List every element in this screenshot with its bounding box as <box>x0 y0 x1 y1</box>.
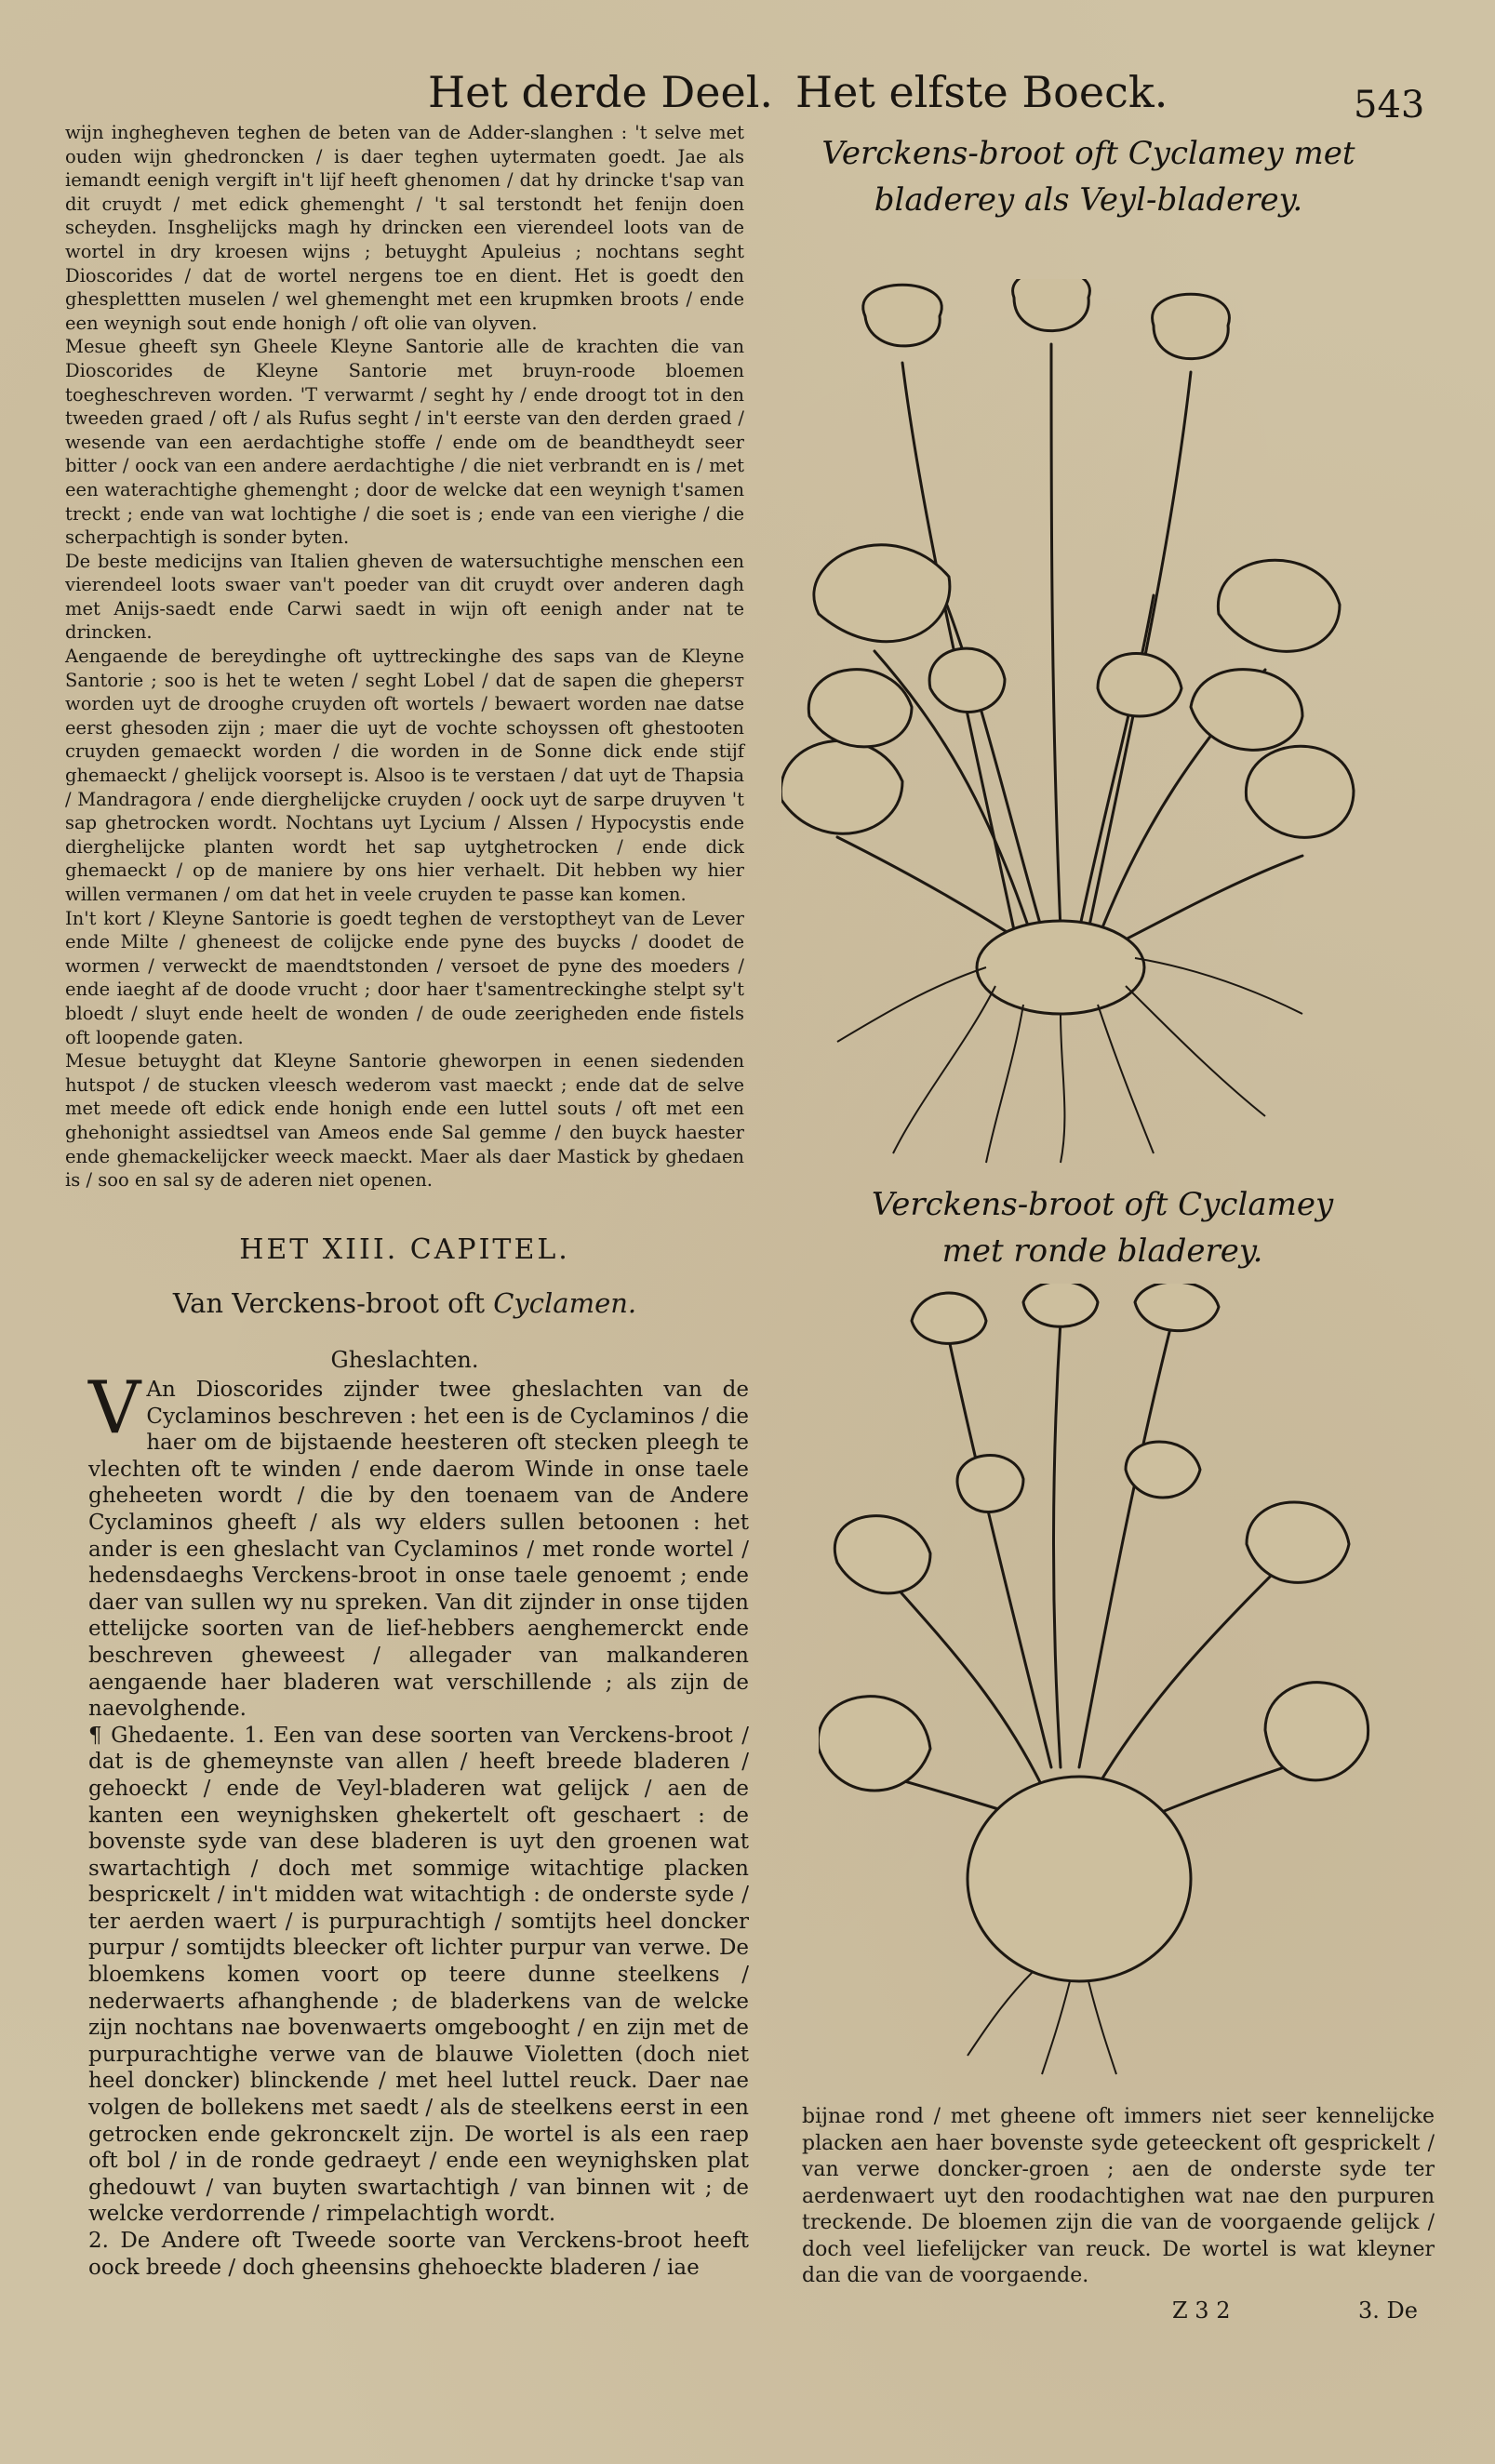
figure-caption-2: Verckens-broot oft Cyclamey met ronde bladerey. <box>871 1186 1334 1270</box>
paragraph: bijnae rond / met gheene oft immers niet seer kennelijcke placken aen haer bovenste syde geteeckent oft gesprickelt / van verwe doncker-groen ; aen de onderste syde ter aerdenwaert uyt den roodachtighen wat nae den purpuren treckende. De bloemen zijn die van de voorgaende gelijck / doch veel liefelijcker van reuck. De wortel is wat kleyner dan die van de voorgaende. <box>802 2105 1435 2287</box>
chapter-body <box>88 1366 749 2281</box>
chapter-title: HET XIII. CAPITEL. <box>239 1233 570 1266</box>
left-column-text <box>65 121 744 1192</box>
running-head-right: Het elfste Boeck. <box>795 67 1168 117</box>
paragraph: Mesue betuyght dat Kleyne Santorie gheworpen in eenen siedenden hutspot / de stucken vleesch wederom vast maeckt ; ende dat de selve met meede oft edick ende honigh ende een luttel souts / oft met een ghehonight assiedtsel van Ameos ende Sal gemme / den buyck haester ende ghemackelijcker weeck maeckt. Maer als daer Mastick by ghedaen is / soo en sal sy de aderen niet openen. <box>65 1050 744 1192</box>
signature-mark: Z 3 2 <box>1172 2298 1231 2324</box>
paragraph: 2. De Andere oft Tweede soorte van Verckens-broot heeft oock breede / doch gheensins ghehoeckte bladeren / iae <box>88 2229 749 2280</box>
paragraph: In't kort / Kleyne Santorie is goedt teghen de verstoptheyt van de Lever ende Milte / gheneest de colijcke ende pyne des buycks / doodet de wormen / verweckt de maendtstonden / versoet de pyne des moeders / ende iaeght af de doode vrucht ; door haer t'samentreckinghe stelpt sy't bloedt / sluyt ende heelt de wonden / de oude zeerigheden ende fistels oft loopende gaten. <box>65 907 744 1048</box>
paragraph: De beste medicijns van Italien gheven de watersuchtighe menschen een vierendeel loots swaer van't poeder van dit cruydt over anderen dagh met Anijs-saedt ende Carwi saedt in wijn oft eenigh ander nat te drincken. <box>65 550 744 644</box>
paragraph: Aengaende de bereydinghe oft uyttreckinghe des saps van de Kleyne Santorie ; soo is het te weten / seght Lobel / dat de sapen die ghepersт worden uyt de drooghe cruyden oft wortels / bewaert worden nae datse eerst ghesoden zijn ; maer die uyt de vochte schoyssen oft ghestooten cruyden gemaeckt worden / die worden in de Sonne dick ende stijf ghemaeckt / ghelijck voorsept is. Alsoo is te verstaen / dat uyt de Thapsia / Mandragora / ende dierghelijcke cruyden / oock uyt de sarpe druyven 't sap ghetrocken wordt. Nochtans uyt Lycium / Alssen / Hypocystis ende dierghelijcke planten wordt het sap uytghetrocken / ende dick ghemaeckt / op de maniere by ons hier verhaelt. Dit hebben wy hier willen vermanen / om dat het in veele cruyden te passe kan komen. <box>65 646 744 905</box>
drop-capital: V <box>88 1366 141 1450</box>
paragraph-text: An Dioscorides zijnder twee gheslachten van de Cyclaminos beschreven : het een is de Cyclaminos / die haer om de bijstaende heesteren oft stecken pleegh te vlechten oft te winden / ende daerom Winde in onse taele gheheeten wordt / die by den toenaem van de Andere Cyclaminos gheeft / als wy elders sullen betoonen : het ander is een gheslacht van Cyclaminos / met ronde wortel / hedensdaeghs Verckens-broot in onse taele genoemt ; ende daer van sullen wy nu spreken. Van dit zijnder in onse tijden ettelijcke soorten van de lief-hebbers aenghemerckt ende beschreven gheweest / allegader van malkanderen aengaende haer bladeren wat verschillende ; als zijn de naevolghende. <box>88 1378 749 1722</box>
paragraph <box>88 1366 749 1723</box>
chapter-subtitle-italic: Cyclamen. <box>493 1287 637 1319</box>
figure-caption-1: Verckens-broot oft Cyclamey met bladerey als Veyl-bladerey. <box>821 135 1355 219</box>
right-column-text <box>802 2104 1435 2290</box>
section-heading: Gheslachten. <box>330 1347 479 1373</box>
catchword: 3. De <box>1358 2298 1418 2324</box>
paragraph: wijn inghegheven teghen de beten van de Adder-slanghen : 't selve met ouden wijn ghedroncken / is daer teghen uytermaten goedt. Jae als iemandt eenigh vergift in't lijf heeft ghenomen / dat hy drincke t'sap van dit cruydt / met edick ghemenght / 't sal terstondt het fenijn doen scheyden. Insghelijcks magh hy drincken een vierendeel loots van de wortel in dry kroesen wijns ; betuyght Apuleius ; nochtans seght Dioscorides / dat de wortel nergens toe en dient. Het is goedt den ghesplettten muselen / wel ghemenght met een krupmken broots / ende een weynigh sout ende honigh / oft olie van olyven. <box>65 122 744 334</box>
chapter-subtitle <box>65 1287 744 1319</box>
running-head-left: Het derde Deel. <box>428 67 774 117</box>
chapter-subtitle-text: Van Verckens-broot oft <box>172 1287 494 1319</box>
cyclamen-round-leaf-woodcut-illustration <box>819 1284 1377 2084</box>
cyclamen-woodcut-illustration <box>781 279 1358 1172</box>
paragraph: Mesue gheeft syn Gheele Kleyne Santorie alle de krachten die van Dioscorides de Kleyne Santorie met bruyn-roode bloemen toegheschreven worden. 'T verwarmt / seght hy / ende droogt tot in den tweeden graed / oft / als Rufus seght / in't eerste van den derden graed / wesende van een aerdachtighe stoffe / ende om de beandtheydt seer bitter / oock van een andere aerdachtighe / die niet verbrandt en is / met een waterachtighe ghemenght ; door de welcke dat een weynigh t'samen treckt ; ende van wat lochtighe / die soet is ; ende van een vierighe / die scherpachtigh is sonder byten. <box>65 336 744 549</box>
paragraph: ¶ Ghedaente. 1. Een van dese soorten van Verckens-broot / dat is de ghemeynste van allen / heeft breede bladeren / gehoeckt / ende de Veyl-bladeren wat gelijck / aen de kanten een weynighsken ghekertelt oft geschaert : de bovenste syde van dese bladeren is uyt den groenen wat swartachtigh / doch met sommige witachtige placken bespricкelt / in't midden wat witachtigh : de onderste syde / ter aerden waert / is purpurachtigh / somtijts heel doncker purpur / somtijdts bleecker oft lichter purpur van verwe. De bloemkens komen voort op teere dunne steelkens / nederwaerts afhanghende ; de bladerkens van de welcke zijn nochtans nae bovenwaerts omgebooght / en zijn met de purpurachtighe verwe van de blauwe Violetten (doch niet heel doncker) blinckende / met heel luttel reuck. Daer nae volgen de bollekens met saedt / als de steelkens eerst in een getrocken ende gekroncкelt zijn. De wortel is als een raep oft bol / in de ronde gedraeyt / ende een weynighsken plat ghedouwt / van buyten swartachtigh / van binnen wit ; de welcke verdorrende / rimpelachtigh wordt. <box>88 1723 749 2227</box>
page-number: 543 <box>1354 84 1425 127</box>
